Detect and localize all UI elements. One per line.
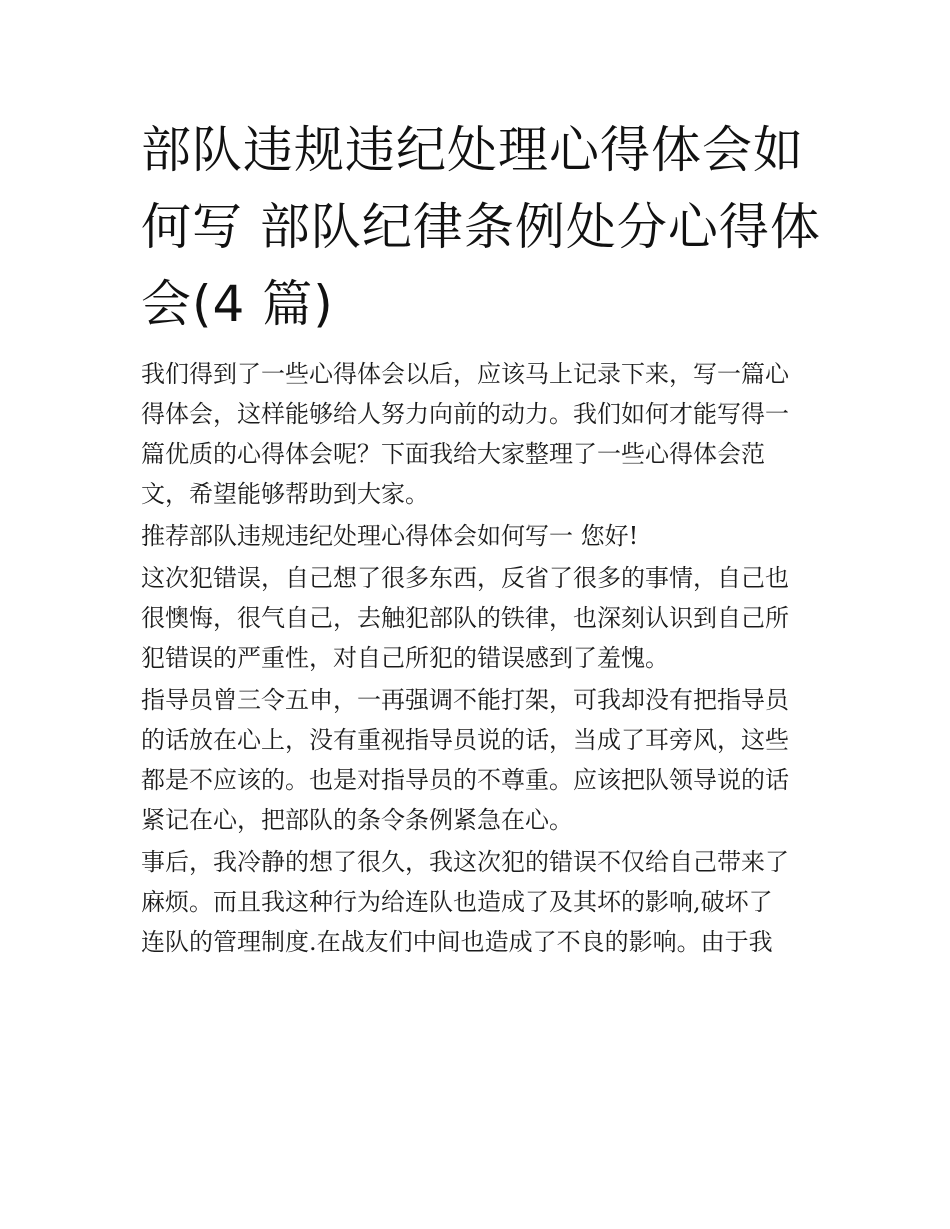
document-body [141, 354, 821, 962]
text-line: 我们得到了一些心得体会以后，应该马上记录下来，写一篇心 [141, 360, 789, 388]
text-line: 指导员曾三令五申，一再强调不能打架，可我却没有把指导员 [141, 686, 789, 714]
document-content [141, 112, 821, 964]
text-line: 连队的管理制度.在战友们中间也造成了不良的影响。由于我 [141, 928, 773, 956]
intro-paragraph [141, 354, 821, 514]
title-line: 何写 部队纪律条例处分心得体 [141, 198, 821, 256]
text-line: 这次犯错误，自己想了很多东西，反省了很多的事情，自己也 [141, 564, 789, 592]
title-line: 会(4 篇) [141, 275, 334, 333]
title-line: 部队违规违纪处理心得体会如 [141, 121, 804, 179]
text-line: 犯错误的严重性，对自己所犯的错误感到了羞愧。 [141, 644, 669, 672]
document-title [141, 112, 821, 343]
text-line: 麻烦。而且我这种行为给连队也造成了及其坏的影响,破坏了 [141, 888, 773, 916]
body-paragraph [141, 558, 821, 678]
body-paragraph [141, 842, 821, 962]
text-line: 都是不应该的。也是对指导员的不尊重。应该把队领导说的话 [141, 766, 789, 794]
recommendation-heading [141, 516, 821, 556]
text-line: 推荐部队违规违纪处理心得体会如何写一 您好! [141, 522, 639, 550]
text-line: 篇优质的心得体会呢？下面我给大家整理了一些心得体会范 [141, 440, 765, 468]
text-line: 很懊悔，很气自己，去触犯部队的铁律，也深刻认识到自己所 [141, 604, 789, 632]
text-line: 事后，我冷静的想了很久，我这次犯的错误不仅给自己带来了 [141, 848, 789, 876]
body-paragraph [141, 680, 821, 840]
text-line: 紧记在心，把部队的条令条例紧急在心。 [141, 806, 573, 834]
text-line: 文，希望能够帮助到大家。 [141, 480, 429, 508]
text-line: 得体会，这样能够给人努力向前的动力。我们如何才能写得一 [141, 400, 789, 428]
text-line: 的话放在心上，没有重视指导员说的话，当成了耳旁风，这些 [141, 726, 789, 754]
